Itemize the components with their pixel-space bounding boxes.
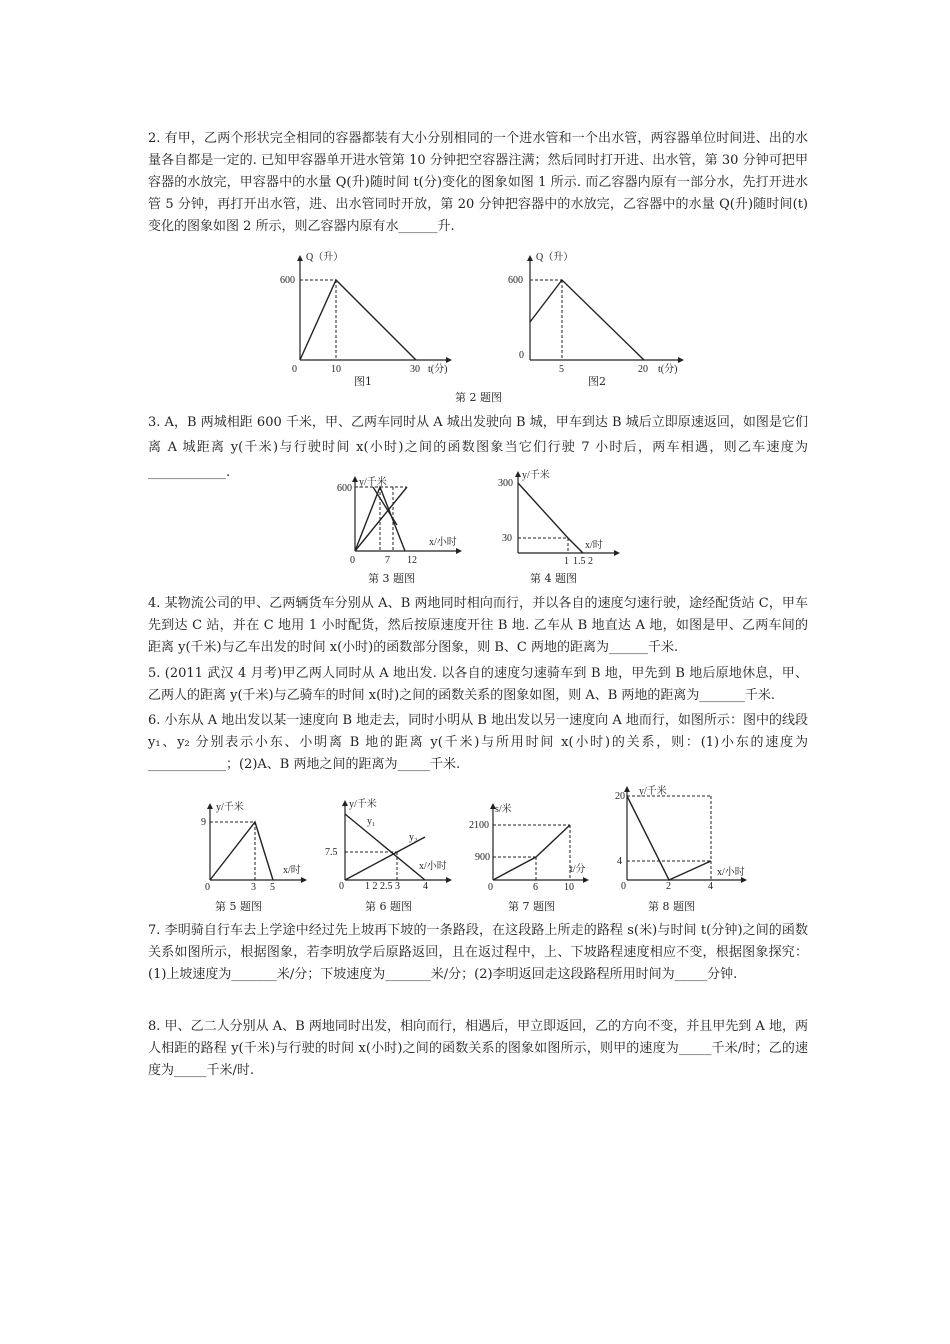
q4-xlabel: x/时 [585,540,603,551]
caption-q8: 第 8 题图 [648,900,695,913]
q3-x1: 7 [385,555,390,566]
question-7: 7. 李明骑自行车去上学途中经过先上坡再下坡的一条路段，在这段路上所走的路程 s(米)与时间 t(分钟)之间的函数关系如图所示，根据图象，若李明放学后原路返回，且在返过程中，上、下坡路程速度相应不变，根据图象探究：(1)上坡速度为_______米/分；下坡速度为_______米/分；(2)李明返回走这段路程所用时间为_____分钟. [148,923,808,982]
caption-q5: 第 5 题图 [215,900,262,913]
graph-q4 [493,468,623,565]
q4-y2: 30 [502,533,512,544]
q8-x2: 4 [708,881,713,892]
fig1-x2: 30 [410,364,420,375]
fig2-ylabel: Q（升） [536,252,574,263]
caption-q4: 第 4 题图 [530,572,577,585]
caption-fig1: 图1 [354,375,372,388]
graph-fig2 [500,250,690,375]
graph-fig1 [270,250,460,375]
fig2-yval: 600 [508,275,523,286]
q8-ylabel: y/千米 [639,786,667,797]
graph-q5 [200,800,310,892]
caption-fig2: 图2 [588,375,606,388]
q4-ylabel: y/千米 [522,470,550,481]
fig1-xlabel: t(分) [428,364,448,375]
q8-x1: 2 [666,881,671,892]
q3-yval: 600 [337,483,352,494]
question-6: 6. 小东从 A 地出发以某一速度向 B 地走去，同时小明从 B 地出发以另一速度向 A 地而行，如图所示：图中的线段 y₁、y₂ 分别表示小东、小明离 B 地的距离 y(千米)与所用时间 x(小时)的关系，则：(1)小东的速度为____________；(2)A、B 两地之间的距离为_____千米. [148,713,808,772]
q5-origin: 0 [205,882,210,893]
graph-q8 [605,785,750,892]
q6-yval: 7.5 [325,847,338,858]
q3-x2: 12 [407,555,417,566]
fig2-origin: 0 [519,350,524,361]
q5-x2: 5 [270,882,275,893]
fig1-ylabel: Q（升） [306,252,344,263]
q6-line1: y₁ [367,816,376,827]
q6-ylabel: y/千米 [349,799,377,810]
question-5: 5. (2011 武汉 4 月考)甲乙两人同时从 A 地出发. 以各自的速度匀速骑车到 B 地，甲先到 B 地后原地休息，甲、乙两人的距离 y(千米)与乙骑车的时间 x(时)之间的函数关系的图象如图，则 A、B 两地的距离为_______千米. [148,666,808,703]
graph-q6 [325,797,455,892]
question-8: 8. 甲、乙二人分别从 A、B 两地同时出发，相向而行，相遇后，甲立即返回，乙的方向不变，并且甲先到 A 地，两人相距的路程 y(千米)与行驶的时间 x(小时)之间的函数关系的图象如图所示，则甲的速度为_____千米/时；乙的速度为_____千米/时. [148,1019,808,1078]
q6-ticks: 1 2 2.5 3 [365,881,400,892]
question-2: 2. 有甲，乙两个形状完全相同的容器都装有大小分别相同的一个进水管和一个出水管，两容器单位时间进、出的水量各自都是一定的. 已知甲容器单开进水管第 10 分钟把空容器注满；然后同时打开进、出水管，第 30 分钟可把甲容器的水放完，甲容器中的水量 Q(升)随时间 t(分)变化的图象如图 1 所示. 而乙容器内原有一部分水，先打开进水管 5 分钟，再打开出水管，进、出水管同时开放，第 20 分钟把容器中的水放完，乙容器中的水量 Q(升)随时间(t)变化的图象如图 2 所示，则乙容器内原有水______升. [148,131,808,234]
fig1-yval: 600 [280,275,295,286]
q5-yval: 9 [201,817,206,828]
q7-xlabel: t/分 [570,864,586,875]
fig1-origin: 0 [292,364,297,375]
q8-y2: 4 [617,856,622,867]
fig2-xlabel: t(分) [658,364,678,375]
q4-y1: 300 [498,478,513,489]
q6-line2: y₂ [409,832,418,843]
graph-q7 [465,800,595,892]
q8-xlabel: x/小时 [717,867,745,878]
q6-origin: 0 [339,881,344,892]
caption-q6: 第 6 题图 [365,900,412,913]
q4-x2: 1.5 2 [573,556,593,567]
q6-xlabel: x/小时 [419,861,447,872]
q5-x1: 3 [251,882,256,893]
q7-ylabel: s/米 [495,804,512,815]
q7-x1: 6 [533,882,538,893]
fig2-x1: 5 [559,364,564,375]
q7-origin: 0 [488,882,493,893]
graph-q3 [335,475,465,565]
q5-xlabel: x/时 [283,865,301,876]
q7-y2: 900 [475,852,490,863]
q7-y1: 2100 [469,820,489,831]
caption-q2: 第 2 题图 [455,391,502,404]
q8-y1: 20 [615,791,625,802]
q7-x2: 10 [564,882,574,893]
q3-origin: 0 [350,555,355,566]
q6-x4: 4 [423,881,428,892]
question-4: 4. 某物流公司的甲、乙两辆货车分别从 A、B 两地同时相向而行，并以各自的速度匀速行驶，途经配货站 C，甲车先到达 C 站，并在 C 地用 1 小时配货，然后按原速度开往 B 地. 乙车从 B 地直达 A 地，如图是甲、乙两车间的距离 y(千米)与乙车出发的时间 x(小时)的函数部分图象，则 B、C 两地的距离为______千米. [148,596,808,655]
q3-ylabel: y/千米 [359,477,387,488]
fig1-x1: 10 [331,364,341,375]
q4-x1: 1 [564,556,569,567]
q8-origin: 0 [621,881,626,892]
caption-q7: 第 7 题图 [508,900,555,913]
caption-q3: 第 3 题图 [368,572,415,585]
fig2-x2: 20 [638,364,648,375]
q3-xlabel: x/小时 [429,537,457,548]
q5-ylabel: y/千米 [216,802,244,813]
question-3: 3. A，B 两城相距 600 千米，甲、乙两车同时从 A 城出发驶向 B 城，甲车到达 B 城后立即原速返回，如图是它们离 A 城距离 y(千米)与行驶时间 x(小时)之间的函数图象当它们行驶 7 小时后，两车相遇，则乙车速度为 ____________. [148,415,808,480]
